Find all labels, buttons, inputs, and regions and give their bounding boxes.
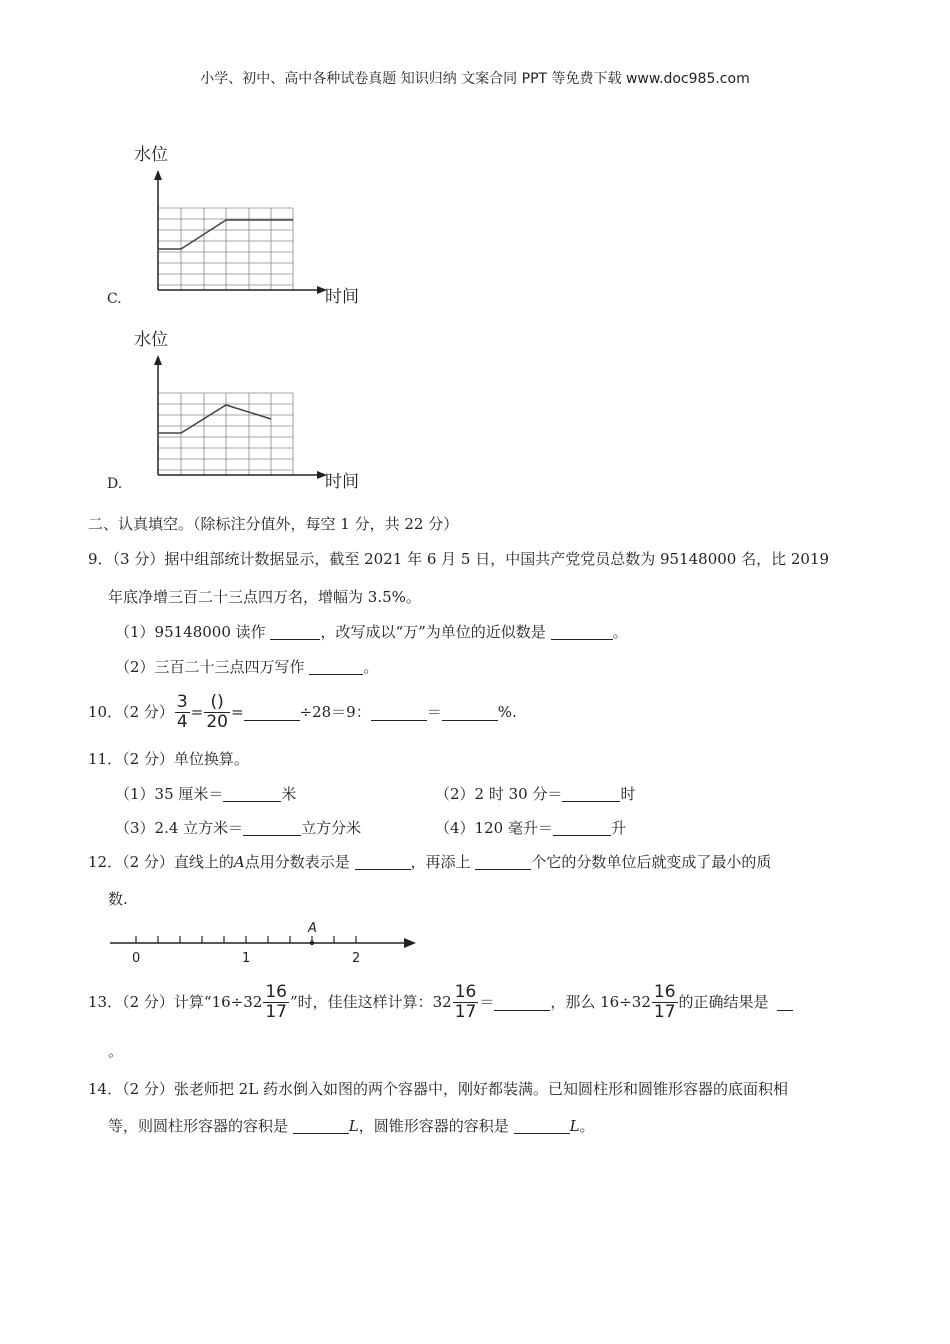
q13-line1 (88, 980, 793, 1024)
q10-prefix: 10．（2 分） (88, 703, 174, 721)
q11-item3-unit: 立方分米 (301, 819, 362, 837)
graph-d-x-label: 时间 (325, 472, 359, 492)
q9-line1: 9．（3 分）据中组部统计数据显示，截至 2021 年 6 月 5 日，中国共产党党员总数为 95148000 名，比 2019 (88, 550, 830, 568)
q9-part1-text-c: 。 (612, 623, 628, 641)
q11-blank-1[interactable] (223, 785, 281, 802)
q12-line2: 数. (108, 890, 128, 908)
q12-text-b: 点用分数表示是 (244, 853, 350, 871)
q14-unit-1: L (348, 1117, 359, 1135)
q14-line2 (108, 1116, 595, 1136)
section-2-heading: 二、认真填空。（除标注分值外，每空 1 分，共 22 分） (88, 515, 459, 533)
graph-d-svg (105, 325, 365, 500)
page-header: 小学、初中、高中各种试卷真题 知识归纳 文案合同 PPT 等免费下载 www.doc985.com (200, 71, 750, 87)
q10-f1-num: 3 (176, 691, 188, 712)
number-line-label-1: 1 (242, 951, 251, 966)
q11-item1-text: （1）35 厘米＝ (115, 785, 224, 803)
q14-line1: 14．（2 分）张老师把 2L 药水倒入如图的两个容器中，刚好都装满。已知圆柱形和圆锥形容器的底面积相 (88, 1080, 788, 1098)
q13-f1-den: 17 (265, 1001, 287, 1022)
q9-line2: 年底净增三百二十三点四万名，增幅为 3.5%。 (108, 588, 421, 606)
graph-c (105, 140, 365, 315)
option-d-label: D. (107, 476, 123, 492)
q14-text-a: 等，则圆柱形容器的容积是 (108, 1117, 289, 1135)
q13-f3-den: 17 (653, 1001, 676, 1022)
q12-blank-1[interactable] (355, 853, 411, 870)
q11-item-3 (115, 818, 361, 838)
graph-d (105, 325, 365, 500)
q9-blank-2[interactable] (551, 623, 613, 640)
graph-d-line (158, 405, 271, 433)
graph-c-line (158, 220, 293, 249)
q11-item-2 (435, 784, 636, 804)
q12-point-a: A (233, 853, 245, 871)
q13-f1-num: 16 (265, 981, 287, 1002)
number-line-label-a: A (308, 921, 317, 936)
number-line-label-2: 2 (352, 951, 361, 966)
q11-blank-2[interactable] (562, 785, 620, 802)
q14-text-c: 。 (579, 1117, 595, 1135)
q9-part2-text-b: 。 (363, 658, 379, 676)
q9-blank-1[interactable] (270, 623, 320, 640)
q10-fraction-1 (175, 693, 190, 732)
q10-text-s2: ＝ (426, 703, 442, 721)
graph-d-y-arrow (154, 355, 162, 365)
q11-blank-3[interactable] (243, 819, 301, 836)
q13-text-a: 13．（2 分）计算“16÷32 (88, 993, 263, 1011)
q11-blank-4[interactable] (553, 819, 611, 836)
graph-c-y-label: 水位 (134, 145, 168, 165)
graph-c-y-arrow (154, 170, 162, 180)
q12-blank-2[interactable] (475, 853, 531, 870)
q13-fraction-1 (263, 983, 289, 1022)
q13-f3-num: 16 (653, 981, 676, 1002)
q11-item2-unit: 时 (620, 785, 636, 803)
q12-number-line (106, 915, 426, 967)
q10-f2-den: 20 (206, 711, 228, 732)
number-line-arrow (404, 938, 416, 948)
graph-c-x-label: 时间 (325, 287, 359, 307)
q14-blank-1[interactable] (293, 1117, 349, 1134)
q9-part2-text-a: （2）三百二十三点四万写作 (115, 658, 305, 676)
q10-eq-1: = (190, 703, 204, 721)
q11-title: 11．（2 分）单位换算。 (88, 750, 249, 768)
q13-blank-2[interactable] (777, 994, 793, 1011)
q13-text-e: 的正确结果是 (678, 993, 769, 1011)
q12-text-c: ，再添上 (410, 853, 471, 871)
q13-f2-num: 16 (454, 981, 477, 1002)
q13-f2-den: 17 (454, 1001, 477, 1022)
q10-blank-1[interactable] (244, 704, 300, 721)
q9-part1-text-a: （1）95148000 读作 (115, 623, 266, 641)
q13-line2: 。 (108, 1042, 124, 1060)
q9-part1 (115, 622, 628, 642)
q11-item-1 (115, 784, 296, 804)
q13-fraction-3 (652, 983, 678, 1022)
q14-text-b: ，圆锥形容器的容积是 (358, 1117, 509, 1135)
q13-text-b: ”时，佳佳这样计算：32 (289, 993, 452, 1011)
q10-blank-2[interactable] (371, 704, 427, 721)
q10-text-s3: %. (497, 703, 517, 721)
q9-blank-3[interactable] (309, 658, 363, 675)
number-line-point-a (310, 941, 314, 945)
q13-text-d: ，那么 16÷32 (550, 993, 651, 1011)
q11-item3-text: （3）2.4 立方米＝ (115, 819, 244, 837)
q10-fraction-2 (204, 693, 230, 732)
option-c-label: C. (107, 291, 122, 307)
q10-blank-3[interactable] (442, 704, 498, 721)
q10-f2-num: () (204, 693, 230, 713)
q9-part2 (115, 657, 378, 677)
q12-line1 (88, 852, 771, 872)
q10-f1-den: 4 (176, 711, 188, 732)
q14-unit-2: L (569, 1117, 580, 1135)
q13-fraction-2 (453, 983, 479, 1022)
q11-item4-text: （4）120 毫升＝ (435, 819, 553, 837)
q11-item2-text: （2）2 时 30 分＝ (435, 785, 563, 803)
q10 (88, 690, 517, 734)
q12-text-a: 12．（2 分）直线上的 (88, 853, 234, 871)
q11-item4-unit: 升 (610, 819, 626, 837)
graph-c-svg (105, 140, 365, 315)
q11-item-4 (435, 818, 626, 838)
q13-blank-1[interactable] (494, 994, 550, 1011)
q13-text-c: ＝ (479, 993, 495, 1011)
q11-item1-unit: 米 (281, 785, 297, 803)
q14-blank-2[interactable] (514, 1117, 570, 1134)
q10-text-s1: ÷28＝9： (299, 703, 371, 721)
number-line-svg (106, 915, 426, 967)
q9-part1-text-b: ，改写成以“万”为单位的近似数是 (320, 623, 546, 641)
number-line-label-0: 0 (132, 951, 141, 966)
graph-d-y-label: 水位 (134, 330, 168, 350)
number-line-ticks (136, 936, 356, 943)
q10-eq-2: = (230, 703, 244, 721)
q12-text-d: 个它的分数单位后就变成了最小的质 (531, 853, 772, 871)
